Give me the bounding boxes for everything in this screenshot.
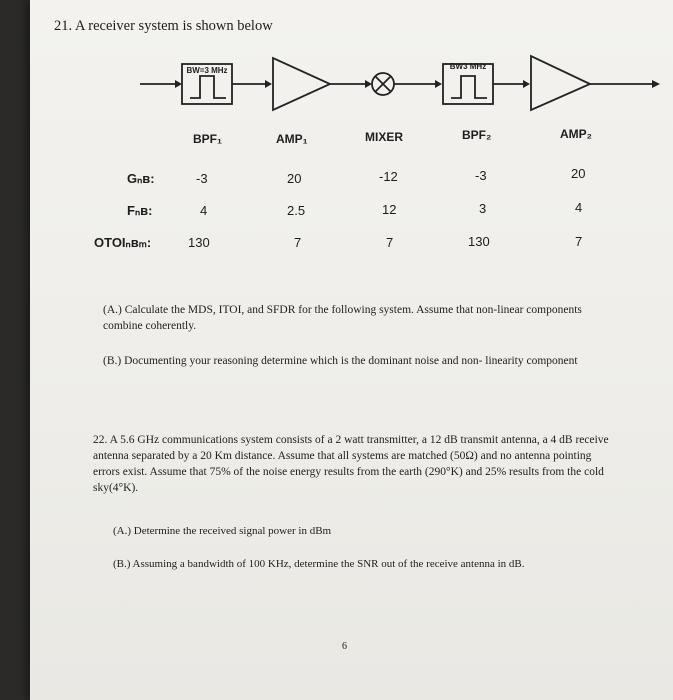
question-22-part-b: (B.) Assuming a bandwidth of 100 KHz, determine the SNR out of the receive antenna in dB. [113,558,525,570]
document-page [30,0,673,700]
amp1-triangle [273,58,330,110]
bpf1-filter-icon [190,76,226,98]
otoi-bpf2: 130 [468,234,490,249]
gain-amp2: 20 [571,166,586,181]
bpf2-bandwidth-label: BW3 MHz [449,62,487,71]
header-mixer: MIXER [365,130,404,144]
row-label-gain: Gₙʙ: [127,171,155,186]
bpf1-bandwidth-label: BW=3 MHz [186,66,228,75]
question-21-part-a: (A.) Calculate the MDS, ITOI, and SFDR for the following system. Assume that non-linear components combine coherently. [103,304,582,332]
page-number: 6 [342,641,347,652]
question-21-title: 21. A receiver system is shown below [54,18,273,34]
header-amp2: AMP₂ [560,127,592,141]
receiver-block-diagram [30,40,673,125]
otoi-mixer: 7 [386,235,394,250]
question-21-part-b: (B.) Documenting your reasoning determine which is the dominant noise and non- linearity component [103,355,578,367]
nf-amp2: 4 [575,200,583,215]
nf-bpf2: 3 [479,201,487,216]
bpf2-filter-icon [451,76,487,98]
nf-amp1: 2.5 [287,203,306,218]
otoi-bpf1: 130 [188,235,210,250]
row-label-noise-figure: Fₙʙ: [127,203,153,218]
otoi-amp1: 7 [294,235,302,250]
nf-mixer: 12 [382,202,397,217]
nf-bpf1: 4 [200,203,208,218]
header-bpf2: BPF₂ [462,128,492,142]
gain-bpf2: -3 [475,168,487,183]
amp2-triangle [531,56,590,110]
gain-amp1: 20 [287,171,302,186]
question-22-part-a: (A.) Determine the received signal power in dBm [113,525,332,537]
otoi-amp2: 7 [575,234,583,249]
question-22-text: 22. A 5.6 GHz communications system consists of a 2 watt transmitter, a 12 dB transmit antenna, a 4 dB receive antenna separated by a 20 Km distance. Assume that all systems are matched (50Ω) and no antenna pointing errors exist. Assume that 75% of the noise energy results from the earth (290°K) and 25% results from the cold sky(4°K). [93,434,609,494]
header-bpf1: BPF₁ [193,132,222,146]
row-label-otoi: OTOIₙʙₘ: [94,235,152,250]
header-amp1: AMP₁ [276,132,308,146]
gain-bpf1: -3 [196,171,208,186]
gain-mixer: -12 [379,169,398,184]
